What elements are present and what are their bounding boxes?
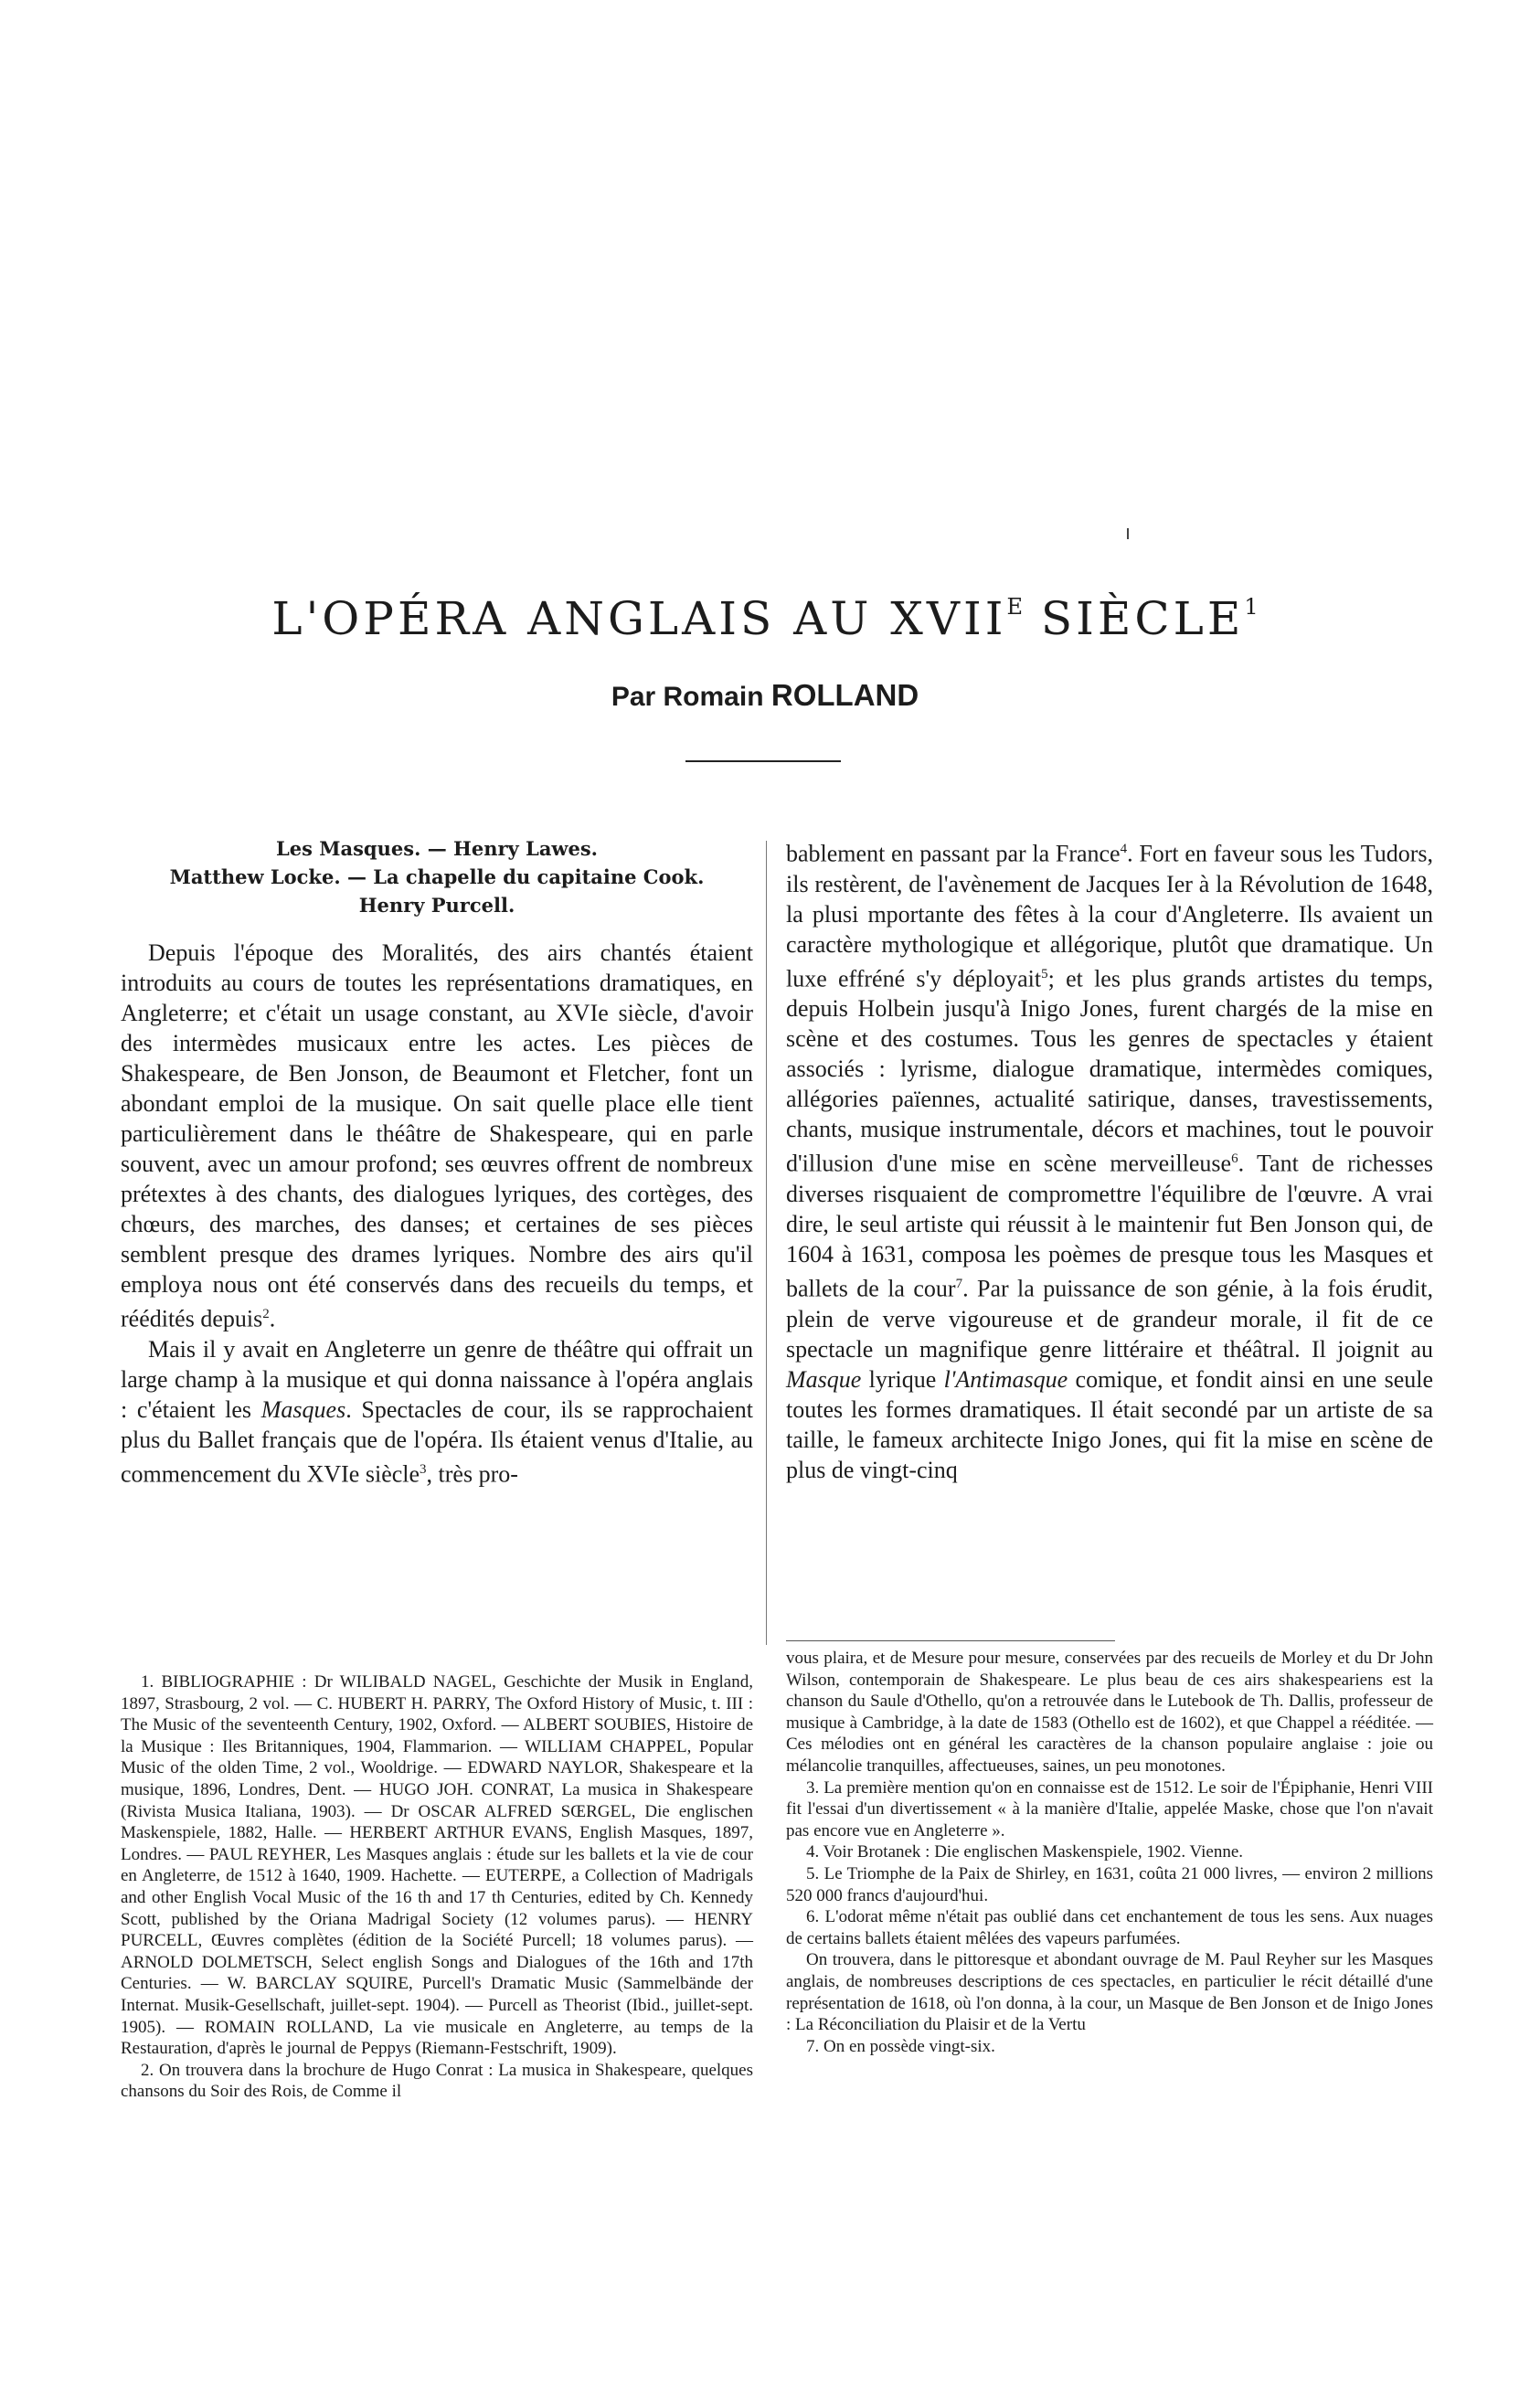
- subtitle-line-3: Henry Purcell.: [358, 894, 515, 917]
- left-column: [121, 834, 753, 1489]
- title-text-rest: SIÈCLE: [1022, 592, 1245, 645]
- footnotes-right: [786, 1648, 1433, 2057]
- continued-text-3: ; et les plus grands artistes du temps, depuis Holbein jusqu'à Inigo Jones, furent chargés de la mise en scène et des costumes. Tous les genres de spectacles y étaient associés : lyrisme, dialogue dramatique, intermèdes comiques, allégories païennes, actualité satirique, danses, travestissements, chants, musique instrumentale, décors et machines, tout le pouvoir d'illusion d'une mise en scène merveilleuse: [786, 965, 1433, 1177]
- footnote-6: 6. L'odorat même n'était pas oublié dans cet enchantement de tous les sens. Aux nuages de certains ballets étaient mêlées des vapeurs parfumées.: [786, 1907, 1433, 1948]
- paragraph-2-continued: [786, 834, 1433, 1485]
- footnote-2-continued: vous plaira, et de Mesure pour mesure, conservées par des recueils de Morley et du Dr John Wilson, contemporain de Shakespeare. Le plus beau de ces airs shakespeariens est la chanson du Saule d'Othello, qu'on a retrouvée dans le Lutebook de Th. Dallis, professeur de musique à Cambridge, à la date de 1583 (Othello est de 1602), et que Chappel a rééditée. — Ces mélodies ont en général les caractères de la chanson populaire anglaise : joie ou mélancolie tranquilles, affectueuses, saines, un peu monotones.: [786, 1649, 1433, 1776]
- term-antimasque: l'Antimasque: [943, 1365, 1068, 1393]
- footnote-ref-4[interactable]: 4: [1120, 842, 1128, 856]
- paragraph-2-text-a: Mais il y avait en Angleterre un genre de théâtre qui offrait un large champ à la musique et qui donna naissance à l'opéra anglais : c'étaient les: [121, 1335, 753, 1423]
- byline-prefix: Par Romain: [611, 682, 771, 712]
- footnote-7: 7. On en possède vingt-six.: [806, 2036, 995, 2056]
- term-masques: Masques: [260, 1395, 346, 1423]
- footnote-2: 2. On trouvera dans la brochure de Hugo Conrat : La musica in Shakespeare, quelques chansons du Soir des Rois, de Comme il: [121, 2060, 753, 2102]
- footnote-6-continued: On trouvera, dans le pittoresque et abondant ouvrage de M. Paul Reyher sur les Masques anglais, de nombreuses descriptions de ces spectacles, en particulier le récit détaillé d'une représentation de 1618, où l'on donna, à la cour, un Masque de Ben Jonson et de Inigo Jones : La Réconciliation du Plaisir et de la Vertu: [786, 1950, 1433, 2035]
- article-title: [0, 592, 1530, 645]
- right-column: [786, 834, 1433, 1485]
- author-byline: [0, 678, 1530, 713]
- footnotes-left: [121, 1671, 753, 2103]
- footnote-rule: [786, 1640, 1115, 1641]
- title-footnote-ref: 1: [1244, 594, 1259, 621]
- title-text: L'OPÉRA ANGLAIS AU XVII: [271, 592, 1007, 645]
- page-mark: [1127, 528, 1129, 539]
- continued-text-5: . Par la puissance de son génie, à la fois érudit, plein de verve vigoureuse et de grandeur morale, il fit de ce spectacle un magnifique genre littéraire et théâtral. Il joignit au: [786, 1275, 1433, 1363]
- continued-text-2: . Fort en faveur sous les Tudors, ils restèrent, de l'avènement de Jacques Ier à la Révolution de 1648, la plusi mportante des fêtes à la cour d'Angleterre. Ils avaient un caractère mythologique et allégorique, plutôt que dramatique. Un luxe effréné s'y déployait: [786, 840, 1434, 992]
- footnote-ref-6[interactable]: 6: [1231, 1151, 1238, 1167]
- footnote-5: 5. Le Triomphe de la Paix de Shirley, en 1631, coûta 21 000 livres, — environ 2 millions 520 000 francs d'aujourd'hui.: [786, 1863, 1433, 1905]
- footnote-ref-3[interactable]: 3: [420, 1461, 427, 1477]
- title-superscript: E: [1006, 594, 1023, 621]
- column-divider: [766, 841, 767, 1645]
- paragraph-1: [121, 938, 753, 1334]
- footnote-ref-5[interactable]: 5: [1041, 966, 1048, 981]
- footnote-3: 3. La première mention qu'on en connaisse est de 1512. Le soir de l'Épiphanie, Henri VIII fit l'essai d'un divertissement « à la manière d'Italie, appelée Maske, chose que l'on n'avait pas encore vue en Angleterre ».: [786, 1777, 1433, 1840]
- continued-text-4: . Tant de richesses diverses risquaient de compromettre l'équilibre de l'œuvre. A vrai dire, le seul artiste qui réussit à le maintenir fut Ben Jonson qui, de 1604 à 1631, composa les poèmes de presque tous les Masques et ballets de la cour: [786, 1150, 1433, 1302]
- subtitle-line-1: Les Masques. — Henry Lawes.: [276, 837, 598, 860]
- continued-text-7: comique, et fondit ainsi en une seule toutes les formes dramatiques. Il était secondé par un artiste de sa taille, le fameux architecte Inigo Jones, qui fit la mise en scène de plus de vingt-cinq: [786, 1365, 1433, 1483]
- continued-text-1: bablement en passant par la France: [786, 840, 1121, 867]
- paragraph-2-text-c: , très pro-: [426, 1460, 518, 1488]
- footnote-ref-7[interactable]: 7: [955, 1276, 963, 1291]
- paragraph-1-end: .: [269, 1305, 276, 1332]
- footnote-ref-2[interactable]: 2: [262, 1307, 270, 1321]
- paragraph-1-text: Depuis l'époque des Moralités, des airs chantés étaient introduits au cours de toutes les représentations dramatiques, en Angleterre; et c'était un usage constant, au XVIe siècle, d'avoir des intermèdes musicaux entre les actes. Les pièces de Shakespeare, de Ben Jonson, de Beaumont et Fletcher, font un abondant emploi de la musique. On sait quelle place elle tient particulièrement dans le théâtre de Shakespeare, qui en parle souvent, avec un amour profond; ses œuvres offrent de nombreux prétextes à des chants, des dialogues lyriques, des cortèges, des chœurs, des marches, des danses; et certaines de ses pièces semblent presque des drames lyriques. Nombre des airs qu'il employa nous ont été conservés dans des recueils du temps, et réédités depuis: [121, 939, 753, 1332]
- title-rule: [685, 760, 841, 762]
- term-masque: Masque: [786, 1365, 862, 1393]
- footnote-4: 4. Voir Brotanek : Die englischen Maskenspiele, 1902. Vienne.: [806, 1842, 1243, 1862]
- paragraph-2-text-b: . Spectacles de cour, ils se rapprochaient plus du Ballet français que de l'opéra. Ils étaient venus d'Italie, au commencement du XVIe siècle: [121, 1395, 753, 1488]
- paragraph-2: [121, 1334, 753, 1490]
- author-name: ROLLAND: [770, 678, 919, 712]
- footnote-1: 1. BIBLIOGRAPHIE : Dr WILIBALD NAGEL, Geschichte der Musik in England, 1897, Strasbourg, 2 vol. — C. HUBERT H. PARRY, The Oxford History of Music, t. III : The Music of the seventeenth Century, 1902, Oxford. — ALBERT SOUBIES, Histoire de la Musique : Iles Britanniques, 1904, Flammarion. — WILLIAM CHAPPEL, Popular Music of the olden Time, 2 vol., Wooldrige. — EDWARD NAYLOR, Shakespeare et la musique, 1896, Londres, Dent. — HUGO JOH. CONRAT, La musica in Shakespeare (Rivista Musica Italiana, 1903). — Dr OSCAR ALFRED SŒRGEL, Die englischen Maskenspiele, 1882, Halle. — HERBERT ARTHUR EVANS, English Masques, 1897, Londres. — PAUL REYHER, Les Masques anglais : étude sur les ballets et la vie de cour en Angleterre, de 1512 à 1640, 1909. Hachette. — EUTERPE, a Collection of Madrigals and other English Vocal Music of the 16 th and 17 th Centuries, edited by Ch. Kennedy Scott, published by the Oriana Madrigal Society (12 volumes parus). — HENRY PURCELL, Œuvres complètes (édition de la Société Purcell; 18 volumes parus). — ARNOLD DOLMETSCH, Select english Songs and Dialogues of the 16th and 17th Centuries. — W. BARCLAY SQUIRE, Purcell's Dramatic Music (Sammelbände der Internat. Musik-Gesellschaft, juillet-sept. 1904). — Purcell as Theorist (Ibid., juillet-sept. 1905). — ROMAIN ROLLAND, La vie musicale en Angleterre, au temps de la Restauration, d'après le journal de Peppys (Riemann-Festschrift, 1909).: [121, 1672, 753, 2059]
- section-subtitle: [121, 834, 753, 919]
- subtitle-line-2: Matthew Locke. — La chapelle du capitaine Cook.: [169, 865, 705, 888]
- continued-text-6: lyrique: [861, 1365, 944, 1393]
